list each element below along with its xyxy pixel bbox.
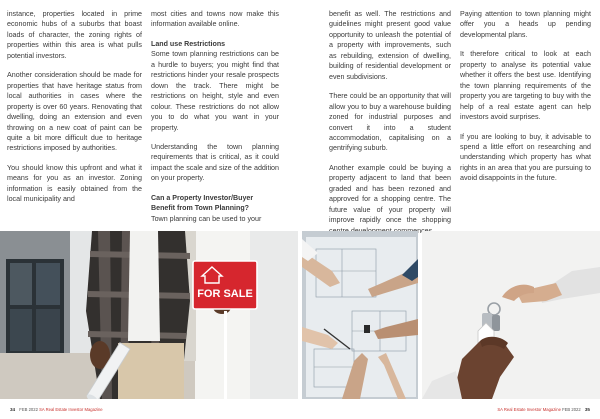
paragraph: most cities and towns now make this information available online. <box>151 10 279 29</box>
paragraph: instance, properties located in prime economic hubs of a suburbs that boast loads of character, the zoning rights of properties within this area is what pulls potential investors. <box>7 10 142 60</box>
paragraph: Another example could be buying a property adjacent to land that been graded and has been rezoned and approved for a shopping centre. The future value of your property will improve rapidly once the shopping <box>329 163 451 225</box>
paragraph: It therefore critical to look at each property to analyse its potential value whether it offers the best use. Identifying the town planning requirements of the property you are targeting to buy with the help of a real estate agent can help investors avoid surprises. <box>460 50 591 122</box>
text-column-4 <box>460 9 591 184</box>
paragraph: Another consideration should be made for properties that have heritage status from local authorities in cases where the property is over 60 years. Renovating that dwelling, doing an extension and even throwing on a new coat of paint can be quite a bit more difficult due to heritage restrictions imposed by authorities. <box>7 71 142 153</box>
section-heading: Can a Property Investor/Buyer <box>151 193 254 202</box>
text-column-2 <box>151 9 279 224</box>
paragraph: You should know this upfront and what it means for you as an investor. Zoning information is easily obtained from the local municipality and <box>7 163 142 204</box>
paragraph: Some town planning restrictions can be a hurdle to buyers; you might find that restrictions hinder your resale prospects down the track. There might be restrictions on height, style and even colour. These restrictions do not allow you to do what you want in your property. <box>151 50 279 132</box>
page-number-right: 35 <box>584 407 590 412</box>
blueprint-meeting-photo <box>302 231 418 399</box>
magazine-name-right: SA Real Estate Investor Magazine <box>497 407 561 412</box>
page-footer <box>0 404 600 416</box>
paragraph: Understanding the town planning requirements that is critical, as it could impact the scale and size of the addition on your property. <box>151 142 279 183</box>
text-column-1 <box>7 9 142 205</box>
issue-date-right: FEB 2022 <box>562 407 581 412</box>
paragraph: There could be an opportunity that will allow you to buy a warehouse building zoned for industrial purposes and convert it into a student accommodation, capitalising on a gentrifying suburb. <box>329 92 451 153</box>
section-heading: Benefit from Town Planning? <box>151 204 249 213</box>
paragraph: Paying attention to town planning might offer you a heads up pending developmental plans. <box>460 10 591 39</box>
text-column-3 <box>329 9 451 236</box>
photo-strip <box>0 231 600 399</box>
paragraph: Town planning can be used to your <box>151 214 262 223</box>
page-number-left: 34 <box>10 407 16 412</box>
footer-right <box>497 404 593 416</box>
footer-left <box>7 404 103 416</box>
issue-date-left: FEB 2022 <box>19 407 38 412</box>
sign-text: FOR SALE <box>197 288 253 300</box>
paragraph: benefit as well. The restrictions and guidelines might present good value opportunity to unleash the potential of a property with improvements, such as rebuilding, extension of dwelling, building of residential development or even subdivisions. <box>329 10 451 81</box>
magazine-name-left: SA Real Estate Investor Magazine <box>39 407 103 412</box>
key-handover-photo <box>422 231 600 399</box>
for-sale-sign-photo <box>0 231 298 399</box>
paragraph: If you are looking to buy, it advisable to spend a little effort on researching and understanding which property has what rights in an area that you are pursuing to avoid disappoints in the future. <box>460 132 591 183</box>
section-heading: Land use Restrictions <box>151 39 226 48</box>
